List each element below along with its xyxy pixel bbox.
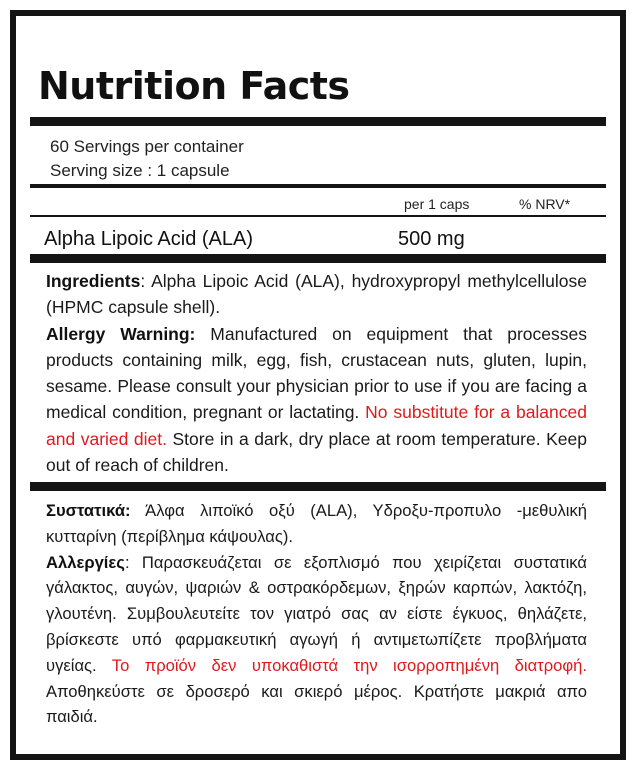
column-header-nrv: % NRV*: [519, 196, 571, 212]
ingredients-text: : Alpha Lipoic Acid (ALA), hydroxypropyl methylcellulose (HPMC capsule shell).: [46, 271, 587, 318]
greek-ingredients-text: Άλφα λιποϊκό οξύ (ALA), Υδροξυ-προπυλο -μεθυλική κυτταρίνη (περίβλημα κάψουλας).: [46, 501, 587, 546]
ingredients-heading: Ingredients: [46, 271, 141, 291]
greek-diet-warning: Το προϊόν δεν υποκαθιστά την ισορροπημένη διατροφή.: [111, 655, 587, 675]
nutrient-divider: [30, 254, 606, 263]
title-divider: [30, 117, 606, 126]
header-divider: [30, 215, 606, 217]
greek-allergy-text: : Παρασκευάζεται σε εξοπλισμό που χειρίζεται συστατικά γάλακτος, αυγών, ψαριών & οστρακόρδεμων, ξηρών καρπών, λακτόζη, γλουτένη. Συμβουλευτείτε τον γιατρό σας αν είστε έγκυος, θηλάζετε, βρίσκεστε υπό φαρμακευτική αγωγή ή αντιμετωπίζετε προβλήματα υγείας.: [46, 552, 587, 675]
nutrient-amount: 500 mg: [398, 228, 465, 250]
label-title: Nutrition Facts: [38, 64, 350, 108]
greek-allergy-heading: Αλλεργίες: [46, 552, 125, 572]
greek-info: [46, 498, 587, 730]
column-header-per-caps: per 1 caps: [404, 196, 470, 212]
nutrient-name: Alpha Lipoic Acid (ALA): [44, 228, 254, 250]
language-divider: [30, 482, 606, 491]
allergy-heading: Allergy Warning:: [46, 323, 196, 344]
servings-per-container: 60 Servings per container: [50, 137, 244, 156]
english-info: [46, 268, 587, 478]
serving-divider: [30, 184, 606, 188]
storage-text: Store in a dark, dry place at room temperature. Keep out of reach of children.: [46, 428, 587, 476]
greek-ingredients-heading: Συστατικά:: [46, 501, 131, 520]
diet-warning: No substitute for a balanced and varied diet.: [46, 402, 587, 449]
serving-size: Serving size : 1 capsule: [50, 161, 230, 180]
greek-storage-text: Αποθηκεύστε σε δροσερό και σκιερό μέρος. Κρατήστε μακριά απο παιδιά.: [46, 681, 587, 727]
allergy-text: Manufactured on equipment that processes products containing milk, egg, fish, crustacean nuts, gluten, lupin, sesame. Please consult your physician prior to use if you are facing a medical condition, pregnant or lactating.: [46, 323, 587, 423]
